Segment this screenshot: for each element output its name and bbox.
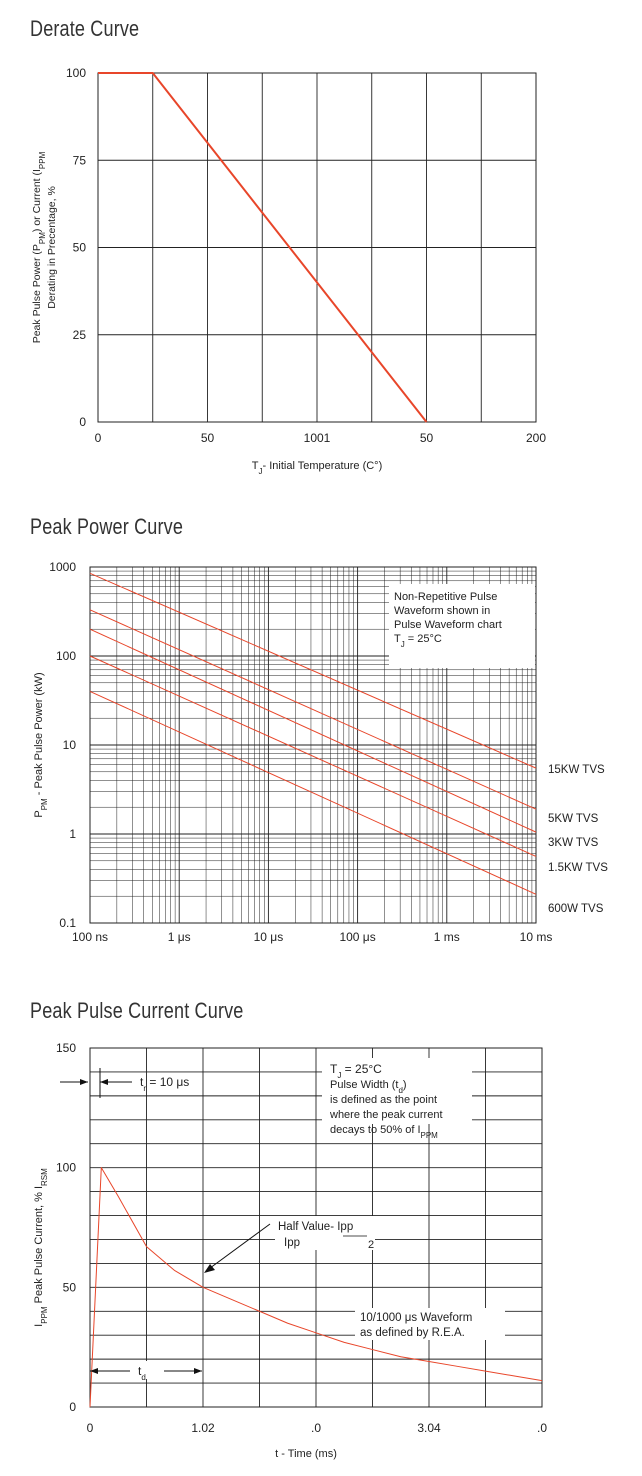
power-y-axis-label: $P_{PM}$ - Peak Pulse Power (kW) <box>33 672 49 818</box>
derate-y-axis-label-line1: Peak Pulse Power $(P_{PM})$ or Current ($I_{PPM}$ <box>31 151 47 344</box>
power-series-label: 5KW TVS <box>548 813 599 825</box>
derate-x-tick-label: 0 <box>94 431 102 445</box>
current-td-label: $t_d$ <box>138 1364 146 1382</box>
peak-pulse-current-chart <box>0 1036 642 1476</box>
power-x-tick-label: 1 μs <box>167 930 191 944</box>
current-x-tick-label: 1.02 <box>191 1421 215 1435</box>
current-info-line: is defined as the point <box>330 1094 438 1106</box>
power-x-tick-label: 1 ms <box>433 930 460 944</box>
current-half-value-ipp: Ipp <box>284 1237 300 1249</box>
power-series-label: 1.5KW TVS <box>548 862 608 874</box>
power-y-tick-label: 10 <box>62 738 76 752</box>
current-info-line: decays to 50% of $I_{PPM}$ <box>330 1124 438 1140</box>
current-info-line: where the peak current <box>330 1109 443 1121</box>
power-x-tick-label: 100 ns <box>71 930 109 944</box>
derate-chart <box>0 50 642 530</box>
current-half-value-pointer <box>206 1224 270 1271</box>
current-x-tick-label: .0 <box>310 1421 322 1435</box>
power-series-line <box>90 691 536 894</box>
power-series-line <box>90 656 536 856</box>
derate-x-tick-label: 50 <box>200 431 215 445</box>
power-series-label: 15KW TVS <box>548 764 605 776</box>
current-info-line: Pulse Width $(t_d)$ <box>330 1079 407 1095</box>
current-half-value-label: Half Value- Ipp <box>278 1221 354 1233</box>
current-x-tick-label: 0 <box>86 1421 94 1435</box>
current-y-tick-label: 150 <box>55 1041 76 1055</box>
derate-y-axis-label-line2: Derating in Precentage, % <box>46 186 58 309</box>
derate-x-axis-label: $T_J-$ Initial Temperature (C°) <box>251 460 383 476</box>
current-y-tick-label: 0 <box>69 1400 76 1414</box>
current-waveform-label: as defined by R.E.A. <box>360 1327 465 1339</box>
current-chart-title: Peak Pulse Current Curve <box>30 998 244 1023</box>
current-td-arrowhead-right <box>194 1368 202 1374</box>
derate-x-tick-label: 50 <box>419 431 434 445</box>
current-half-value-denominator: 2 <box>368 1239 375 1251</box>
power-x-tick-label: 10 μs <box>253 930 284 944</box>
power-x-tick-label: 10 ms <box>519 930 553 944</box>
power-annotation-line: Pulse Waveform chart <box>394 619 502 631</box>
power-chart-title: Peak Power Curve <box>30 514 184 539</box>
current-tr-arrowhead-right <box>100 1079 108 1085</box>
current-tr-arrowhead-left <box>80 1079 88 1085</box>
current-waveform-label: 10/1000 μs Waveform <box>360 1312 473 1324</box>
current-y-tick-label: 50 <box>62 1280 76 1295</box>
current-x-tick-label: .0 <box>536 1421 548 1435</box>
current-y-axis-label: $I_{PPM}$ Peak Pulse Current, % $I_{RSM}$ <box>33 1168 49 1327</box>
current-info-line: $T_J = 25^\circ C$ <box>330 1062 382 1080</box>
peak-power-chart <box>0 550 642 990</box>
power-y-tick-label: 1 <box>69 827 76 841</box>
power-series-label: 3KW TVS <box>548 837 599 849</box>
derate-x-tick-label: 1001 <box>303 431 331 445</box>
current-td-label-bg <box>131 1361 163 1379</box>
power-x-tick-label: 100 μs <box>339 930 376 944</box>
derate-chart-title: Derate Curve <box>30 16 140 41</box>
derate-x-tick-label: 200 <box>525 431 547 445</box>
derate-y-tick-label: 25 <box>72 327 86 342</box>
power-annotation-line: Non-Repetitive Pulse <box>394 591 498 603</box>
current-x-tick-label: 3.04 <box>417 1421 441 1435</box>
power-y-tick-label: 0.1 <box>59 916 76 930</box>
current-x-axis-label: t - Time (ms) <box>275 1448 337 1460</box>
derate-y-tick-label: 75 <box>72 153 86 168</box>
current-y-tick-label: 100 <box>55 1160 76 1175</box>
power-annotation-line: $T_J = 25^\circ C$ <box>394 633 442 649</box>
power-y-tick-label: 100 <box>55 649 76 663</box>
derate-y-tick-label: 50 <box>72 240 86 255</box>
derate-y-tick-label: 100 <box>65 66 86 80</box>
power-y-tick-label: 1000 <box>49 560 76 574</box>
current-tr-label: $t_r = 10$ μs <box>140 1075 190 1093</box>
power-series-label: 600W TVS <box>548 903 604 915</box>
derate-y-tick-label: 0 <box>79 415 86 429</box>
power-annotation-line: Waveform shown in <box>394 605 491 617</box>
